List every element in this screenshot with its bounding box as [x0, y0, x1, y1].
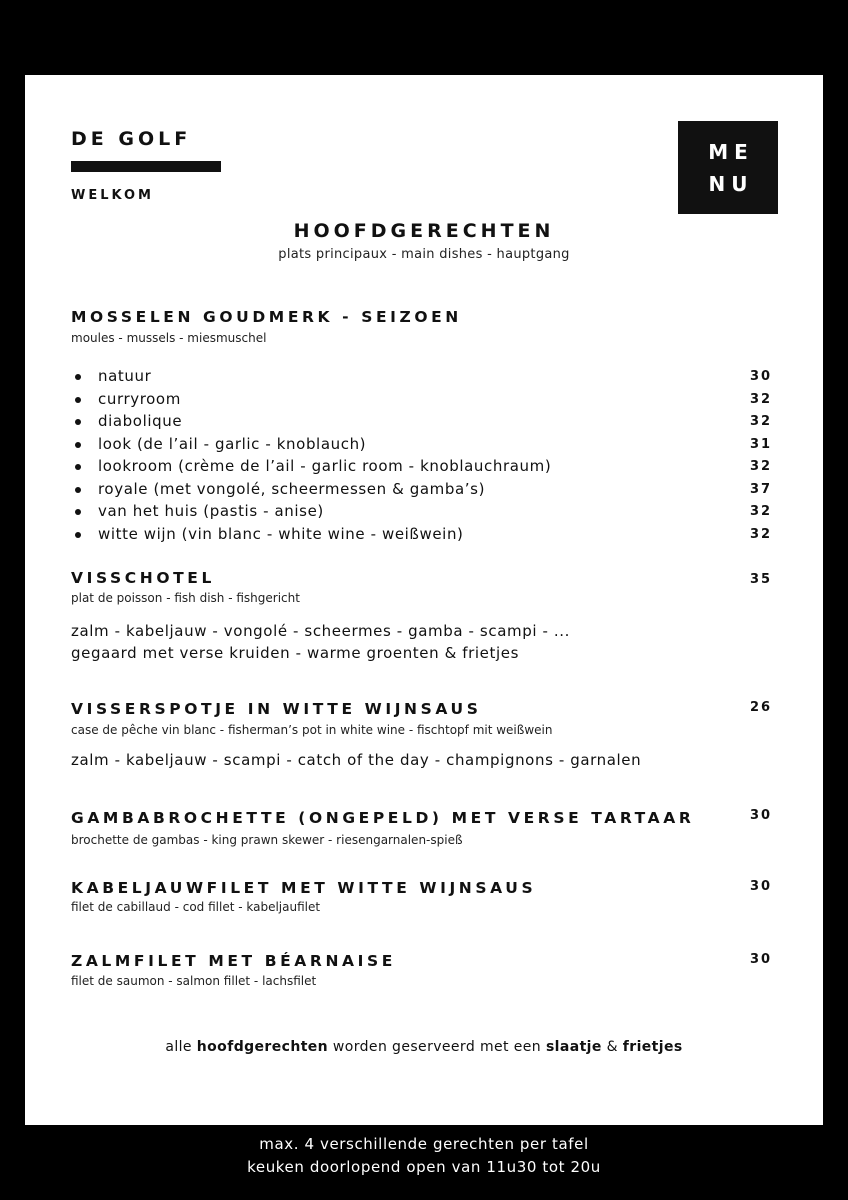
list-item: natuur 30: [75, 367, 775, 390]
dish-title-zalmfilet: ZALMFILET MET BÉARNAISE: [71, 952, 396, 970]
dish-description-visschotel-2: gegaard met verse kruiden - warme groenten & frietjes: [71, 644, 519, 662]
bullet-icon: [75, 487, 81, 493]
serving-note: alle hoofdgerechten worden geserveerd met een slaatje & frietjes: [165, 1039, 683, 1055]
dish-title-gambabrochette: GAMBABROCHETTE (ONGEPELD) MET VERSE TARTAAR: [71, 809, 695, 827]
section-title: HOOFDGERECHTEN: [293, 220, 555, 242]
price: 32: [749, 504, 773, 519]
menu-logo-line1: ME: [708, 139, 754, 164]
dish-title-visserspotje: VISSERSPOTJE IN WITTE WIJNSAUS: [71, 700, 482, 718]
price-visschotel: 35: [749, 572, 773, 587]
section-subtitle: plats principaux - main dishes - hauptgang: [278, 247, 570, 262]
bullet-icon: [75, 397, 81, 403]
price: 32: [749, 459, 773, 474]
price: 32: [749, 391, 773, 407]
bullet-icon: [75, 509, 81, 515]
price: 37: [749, 481, 773, 497]
bullet-icon: [75, 464, 81, 470]
list-item: van het huis (pastis - anise) 32: [75, 502, 775, 525]
menu-page: [25, 75, 823, 1125]
menu-logo-box: [678, 121, 778, 214]
dish-subtitle-mosselen: moules - mussels - miesmuschel: [71, 331, 267, 345]
price-visserspotje: 26: [749, 700, 773, 715]
price: 30: [749, 369, 773, 384]
dish-subtitle-visserspotje: case de pêche vin blanc - fisherman’s pot in white wine - fischtopf mit weißwein: [71, 723, 553, 737]
dish-description-visschotel-1: zalm - kabeljauw - vongolé - scheermes - gamba - scampi - ...: [71, 622, 570, 640]
bullet-icon: [75, 419, 81, 425]
price-kabeljauwfilet: 30: [749, 879, 773, 894]
dish-description-visserspotje: zalm - kabeljauw - scampi - catch of the day - champignons - garnalen: [71, 751, 642, 769]
bullet-icon: [75, 532, 81, 538]
dish-title-visschotel: VISSCHOTEL: [71, 569, 215, 587]
footer-line-max-dishes: max. 4 verschillende gerechten per tafel: [259, 1135, 589, 1153]
list-item: look (de l’ail - garlic - knoblauch) 31: [75, 435, 775, 458]
list-item: witte wijn (vin blanc - white wine - weißwein) 32: [75, 525, 775, 548]
bullet-icon: [75, 442, 81, 448]
footer-line-opening-hours: keuken doorlopend open van 11u30 tot 20u: [247, 1158, 601, 1176]
list-item: curryroom 32: [75, 390, 775, 413]
dish-title-kabeljauwfilet: KABELJAUWFILET MET WITTE WIJNSAUS: [71, 879, 537, 897]
list-item: diabolique 32: [75, 412, 775, 435]
footer-info: [0, 1133, 848, 1179]
brand-name: DE GOLF: [71, 128, 192, 150]
price: 32: [749, 414, 773, 429]
dish-subtitle-gambabrochette: brochette de gambas - king prawn skewer - riesengarnalen-spieß: [71, 833, 463, 847]
list-item: lookroom (crème de l’ail - garlic room - knoblauchraum) 32: [75, 457, 775, 480]
price-gambabrochette: 30: [749, 808, 773, 823]
mussel-variants-list: [75, 367, 775, 547]
brand-underline: [71, 161, 221, 172]
dish-subtitle-kabeljauwfilet: filet de cabillaud - cod fillet - kabeljaufilet: [71, 900, 321, 914]
price: 31: [749, 436, 773, 452]
price: 32: [749, 526, 773, 542]
welcome-label: WELKOM: [71, 188, 154, 203]
dish-subtitle-visschotel: plat de poisson - fish dish - fishgericht: [71, 591, 300, 605]
dish-title-mosselen: MOSSELEN GOUDMERK - SEIZOEN: [71, 308, 462, 326]
list-item: royale (met vongolé, scheermessen & gamba’s) 37: [75, 480, 775, 503]
bullet-icon: [75, 374, 81, 380]
menu-logo-line2: NU: [708, 171, 754, 196]
price-zalmfilet: 30: [749, 952, 773, 967]
dish-subtitle-zalmfilet: filet de saumon - salmon fillet - lachsfilet: [71, 974, 317, 988]
